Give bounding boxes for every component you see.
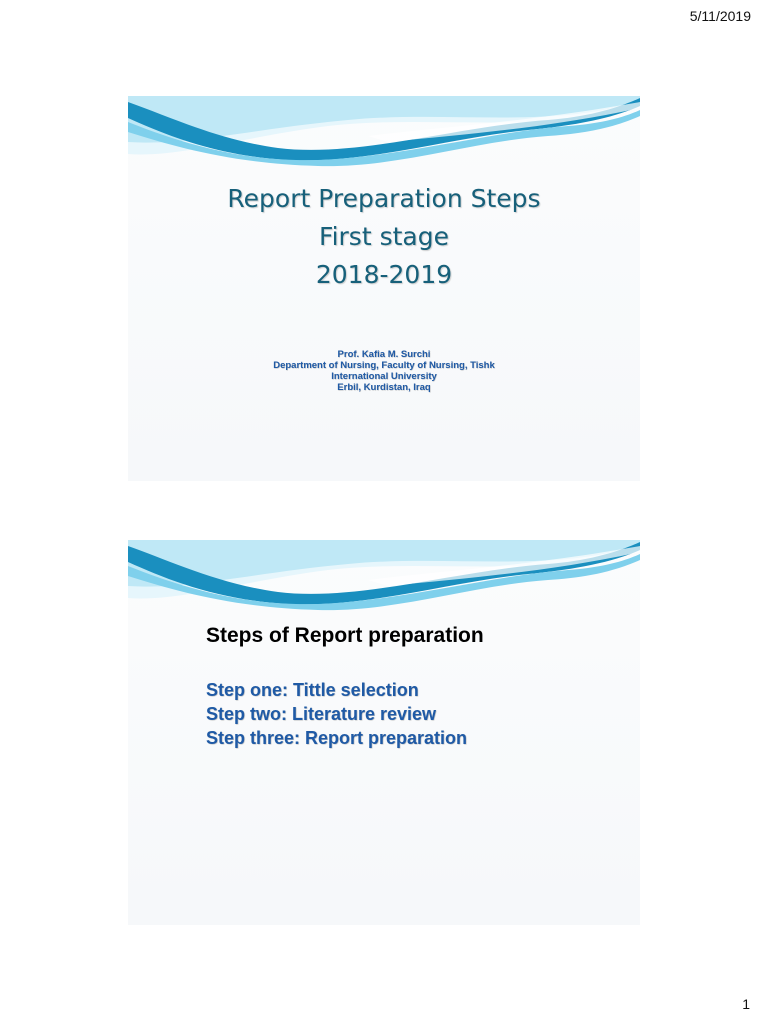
author-department: Department of Nursing, Faculty of Nursing, Tishk [273,360,495,371]
step-three: Step three: Report preparation [206,728,468,748]
page-date: 5/11/2019 [689,8,751,24]
author-block [128,349,640,393]
slide-1-title [128,180,640,294]
slide-2-heading: Steps of Report preparation [206,624,484,647]
author-location: Erbil, Kurdistan, Iraq [337,382,431,393]
page-number: 1 [742,996,750,1012]
slide-1 [128,96,640,481]
wave-banner-decoration [128,540,640,612]
title-line-2: First stage [319,222,449,251]
title-line-1: Report Preparation Steps [227,184,541,213]
step-two: Step two: Literature review [206,704,437,724]
author-name: Prof. Kafia M. Surchi [337,349,431,360]
wave-banner-decoration [128,96,640,168]
step-one: Step one: Tittle selection [206,680,419,700]
slide-2 [128,540,640,925]
steps-list [206,678,467,750]
title-line-3: 2018-2019 [315,260,453,289]
author-university: International University [331,371,437,382]
